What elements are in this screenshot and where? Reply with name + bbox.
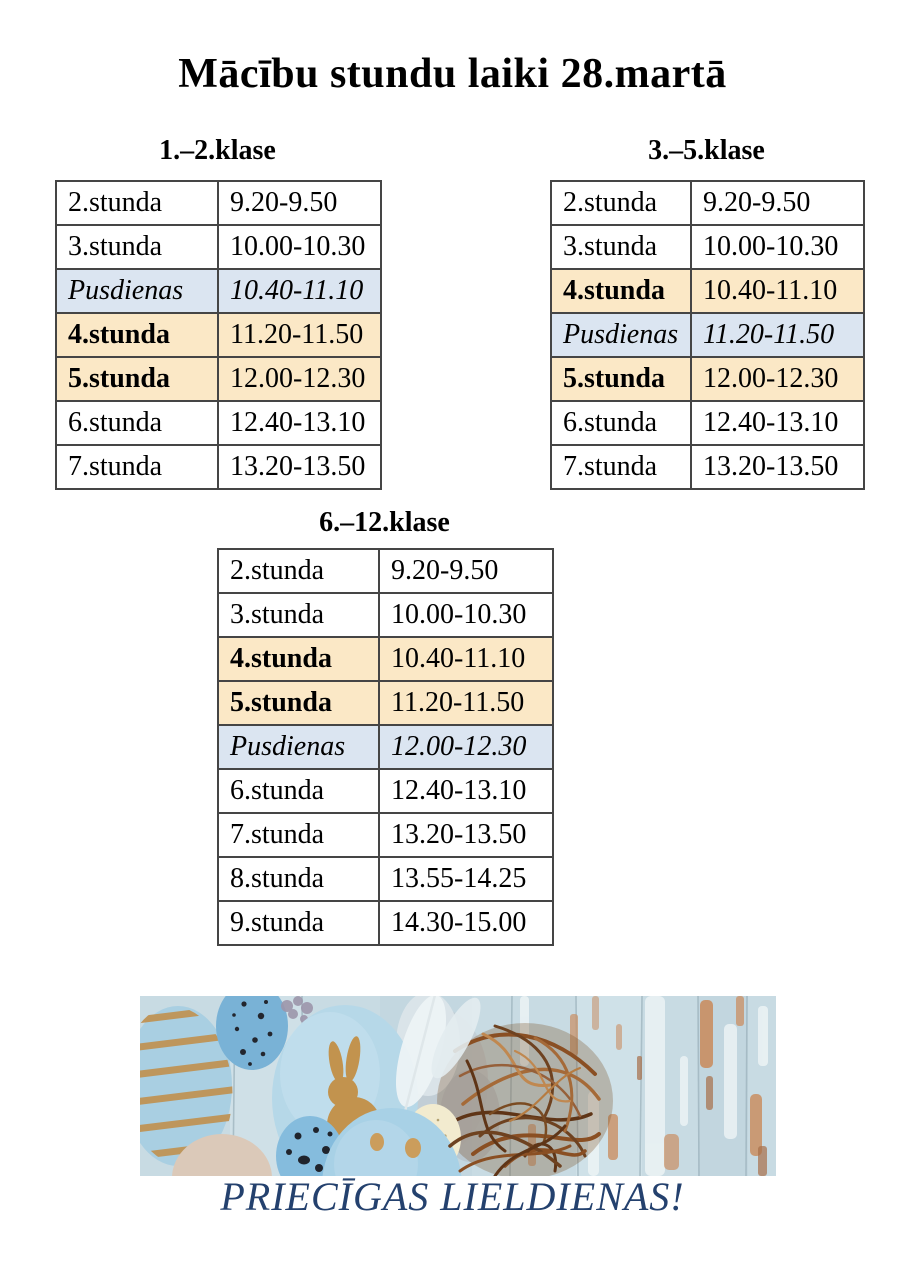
table-row — [218, 593, 553, 637]
lesson-label: 8.stunda — [218, 857, 379, 901]
table-row — [56, 357, 381, 401]
table-row — [56, 445, 381, 489]
lesson-time: 11.20-11.50 — [379, 681, 553, 725]
lesson-label: 2.stunda — [218, 549, 379, 593]
lesson-label: 7.stunda — [551, 445, 691, 489]
table-row — [218, 637, 553, 681]
lesson-time: 9.20-9.50 — [379, 549, 553, 593]
table-row — [56, 225, 381, 269]
lesson-label: 3.stunda — [218, 593, 379, 637]
heading-grades-3-5: 3.–5.klase — [648, 135, 765, 166]
lesson-label: 7.stunda — [218, 813, 379, 857]
table-row — [551, 445, 864, 489]
lesson-label: 4.stunda — [551, 269, 691, 313]
lesson-label: 5.stunda — [218, 681, 379, 725]
lesson-label: 6.stunda — [551, 401, 691, 445]
page-title: Mācību stundu laiki 28.martā — [178, 51, 727, 97]
lesson-label: 2.stunda — [56, 181, 218, 225]
lesson-label: 3.stunda — [551, 225, 691, 269]
table-row — [56, 313, 381, 357]
lesson-time: 13.55-14.25 — [379, 857, 553, 901]
lesson-time: 10.00-10.30 — [691, 225, 864, 269]
table-row — [56, 269, 381, 313]
lesson-label: 5.stunda — [56, 357, 218, 401]
table-row — [218, 681, 553, 725]
lesson-time: 14.30-15.00 — [379, 901, 553, 945]
lesson-time: 12.40-13.10 — [218, 401, 381, 445]
lesson-time: 13.20-13.50 — [691, 445, 864, 489]
lesson-label: 9.stunda — [218, 901, 379, 945]
lesson-label: 2.stunda — [551, 181, 691, 225]
lesson-time: 12.40-13.10 — [691, 401, 864, 445]
table-row — [56, 401, 381, 445]
lesson-time: 12.00-12.30 — [691, 357, 864, 401]
table-row — [56, 181, 381, 225]
lesson-label: 4.stunda — [218, 637, 379, 681]
lesson-label: 6.stunda — [218, 769, 379, 813]
table-row — [551, 225, 864, 269]
lesson-time: 11.20-11.50 — [218, 313, 381, 357]
lesson-label: 7.stunda — [56, 445, 218, 489]
lesson-time: 10.00-10.30 — [379, 593, 553, 637]
lesson-time: 11.20-11.50 — [691, 313, 864, 357]
schedule-table-grades-3-5 — [550, 180, 865, 490]
lesson-label: 3.stunda — [56, 225, 218, 269]
table-row — [218, 901, 553, 945]
table-row — [218, 857, 553, 901]
table-row — [551, 269, 864, 313]
heading-grades-1-2: 1.–2.klase — [159, 135, 276, 166]
table-row — [218, 549, 553, 593]
schedule-table-grades-6-12 — [217, 548, 554, 946]
lesson-time: 12.40-13.10 — [379, 769, 553, 813]
lesson-label: 5.stunda — [551, 357, 691, 401]
easter-greeting-text: PRIECĪGAS LIELDIENAS! — [220, 1174, 685, 1219]
lesson-time: 10.40-11.10 — [691, 269, 864, 313]
lesson-time: 13.20-13.50 — [218, 445, 381, 489]
lesson-time: 12.00-12.30 — [379, 725, 553, 769]
easter-eggs-photo — [140, 996, 776, 1176]
lesson-label: 6.stunda — [56, 401, 218, 445]
heading-grades-6-12: 6.–12.klase — [319, 507, 450, 538]
lesson-label: Pusdienas — [218, 725, 379, 769]
table-row — [218, 813, 553, 857]
table-row — [218, 725, 553, 769]
lesson-label: Pusdienas — [56, 269, 218, 313]
lesson-time: 10.00-10.30 — [218, 225, 381, 269]
schedule-table-grades-1-2 — [55, 180, 382, 490]
table-row — [218, 769, 553, 813]
lesson-time: 10.40-11.10 — [379, 637, 553, 681]
table-row — [551, 401, 864, 445]
lesson-time: 9.20-9.50 — [691, 181, 864, 225]
lesson-time: 9.20-9.50 — [218, 181, 381, 225]
table-row — [551, 181, 864, 225]
lesson-time: 12.00-12.30 — [218, 357, 381, 401]
lesson-time: 13.20-13.50 — [379, 813, 553, 857]
table-row — [551, 313, 864, 357]
table-row — [551, 357, 864, 401]
lesson-time: 10.40-11.10 — [218, 269, 381, 313]
lesson-label: 4.stunda — [56, 313, 218, 357]
lesson-label: Pusdienas — [551, 313, 691, 357]
